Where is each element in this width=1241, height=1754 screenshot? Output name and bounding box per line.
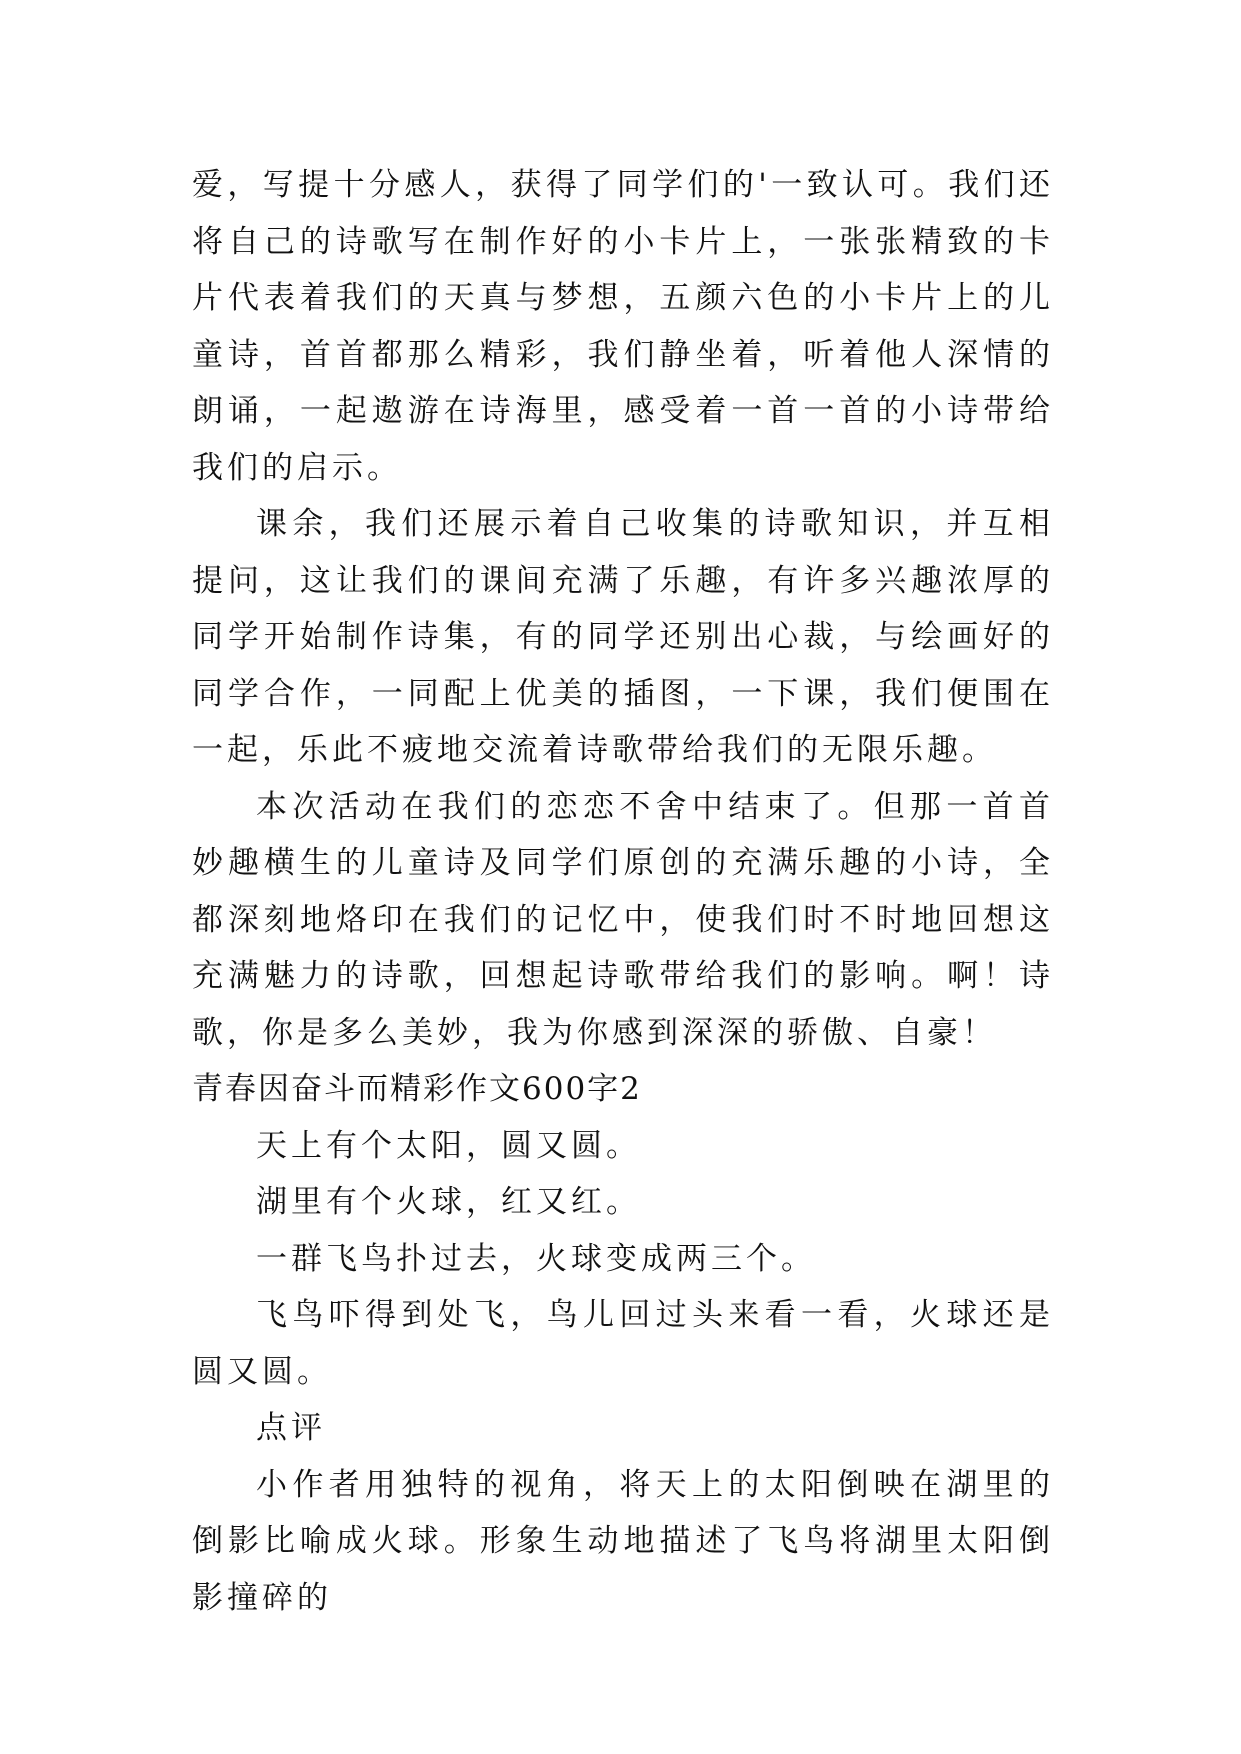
paragraph-recess: 课余，我们还展示着自己收集的诗歌知识，并互相提问，这让我们的课间充满了乐趣，有许多兴趣浓厚的同学开始制作诗集，有的同学还别出心裁，与绘画好的同学合作，一同配上优美的插图，一下课，我们便围在一起，乐此不疲地交流着诗歌带给我们的无限乐趣。: [192, 506, 1054, 768]
poem-line-3: 一群飞鸟扑过去，火球变成两三个。: [256, 1240, 816, 1277]
poem-line-4: 飞鸟吓得到处飞，鸟儿回过头来看一看，火球还是圆又圆。: [192, 1297, 1054, 1390]
comment-text: 小作者用独特的视角，将天上的太阳倒映在湖里的倒影比喻成火球。形象生动地描述了飞鸟将湖里太阳倒影撞碎的: [192, 1466, 1054, 1616]
poem-line-2: 湖里有个火球，红又红。: [256, 1184, 641, 1220]
poem-line-1: 天上有个太阳，圆又圆。: [256, 1127, 641, 1164]
paragraph-poem-cards: 爱，写提十分感人，获得了同学们的'一致认可。我们还将自己的诗歌写在制作好的小卡片上，一张张精致的卡片代表着我们的天真与梦想，五颜六色的小卡片上的儿童诗，首首都那么精彩，我们静坐着，听着他人深情的朗诵，一起遨游在诗海里，感受着一首一首的小诗带给我们的启示。: [192, 167, 1054, 486]
essay-heading: 青春因奋斗而精彩作文600字2: [192, 1071, 642, 1107]
comment-label: 点评: [256, 1410, 326, 1446]
document-body: [192, 157, 1054, 1626]
paragraph-activity-end: 本次活动在我们的恋恋不舍中结束了。但那一首首妙趣横生的儿童诗及同学们原创的充满乐趣的小诗，全都深刻地烙印在我们的记忆中，使我们时不时地回想这充满魅力的诗歌，回想起诗歌带给我们的影响。啊！诗歌，你是多么美妙，我为你感到深深的骄傲、自豪！: [192, 788, 1054, 1051]
